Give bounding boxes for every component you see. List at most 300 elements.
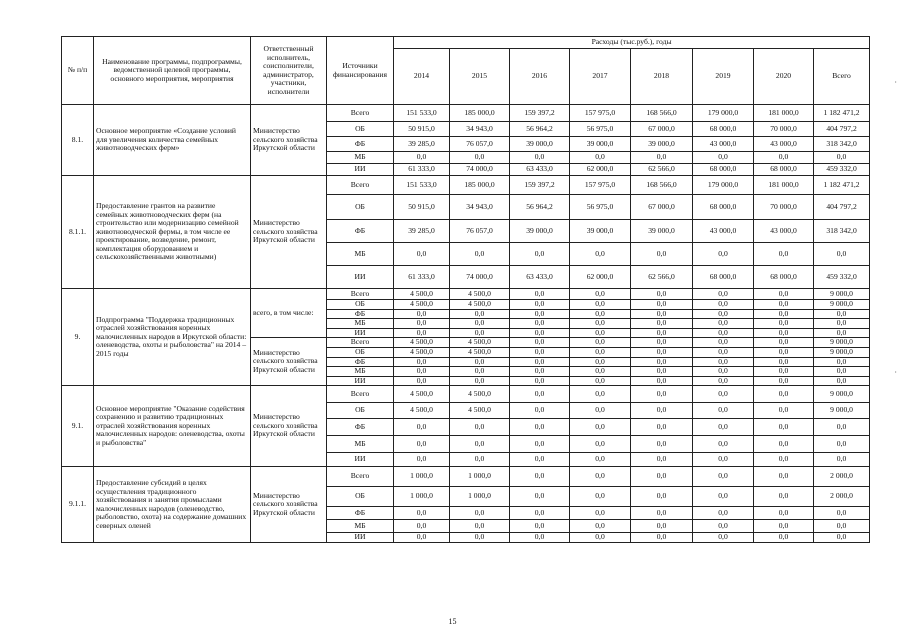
year-value: 0,0 — [693, 243, 754, 266]
funding-source: Всего — [327, 338, 394, 348]
funding-source: ФБ — [327, 220, 394, 243]
header-year: 2014 — [394, 49, 450, 105]
year-value: 0,0 — [754, 328, 814, 338]
header-program-name: Наименование программы, подпрограммы, ведомственной целевой программы, основного мероприятия, мероприятия — [94, 37, 251, 105]
year-value: 68 000,0 — [754, 266, 814, 289]
program-name: Подпрограмма "Поддержка традиционных отраслей хозяйствования коренных малочисленных народов в Иркутской области: оленеводства, охоты и рыболовства" на 2014 – 2015 годы — [94, 289, 251, 386]
funding-source: ФБ — [327, 309, 394, 319]
year-value: 0,0 — [450, 319, 510, 329]
year-value: 0,0 — [754, 319, 814, 329]
funding-source: ОБ — [327, 403, 394, 419]
year-value: 0,0 — [631, 386, 693, 403]
year-value: 0,0 — [510, 300, 570, 310]
year-value: 68 000,0 — [693, 195, 754, 220]
header-total: Всего — [814, 49, 870, 105]
year-value: 4 500,0 — [450, 338, 510, 348]
year-value: 0,0 — [510, 520, 570, 533]
year-value: 0,0 — [754, 403, 814, 419]
year-value: 0,0 — [570, 403, 631, 419]
year-value: 0,0 — [693, 319, 754, 329]
year-value: 0,0 — [631, 152, 693, 164]
year-value: 39 000,0 — [510, 137, 570, 152]
year-value: 74 000,0 — [450, 164, 510, 176]
year-value: 0,0 — [510, 319, 570, 329]
responsible-executor: Министерство сельского хозяйства Иркутской области — [251, 338, 327, 386]
year-value: 61 333,0 — [394, 164, 450, 176]
funding-source: МБ — [327, 520, 394, 533]
year-value: 0,0 — [693, 386, 754, 403]
year-value: 0,0 — [631, 403, 693, 419]
year-value: 68 000,0 — [693, 164, 754, 176]
year-value: 0,0 — [570, 338, 631, 348]
year-value: 0,0 — [693, 338, 754, 348]
year-value: 179 000,0 — [693, 105, 754, 122]
year-value: 0,0 — [570, 152, 631, 164]
year-value: 0,0 — [450, 436, 510, 453]
responsible-executor: Министерство сельского хозяйства Иркутской области — [251, 386, 327, 467]
year-value: 1 000,0 — [450, 467, 510, 487]
total-value: 459 332,0 — [814, 266, 870, 289]
year-value: 0,0 — [693, 152, 754, 164]
funding-source: Всего — [327, 386, 394, 403]
year-value: 0,0 — [693, 467, 754, 487]
year-value: 0,0 — [693, 348, 754, 358]
year-value: 4 500,0 — [394, 403, 450, 419]
year-value: 43 000,0 — [693, 137, 754, 152]
year-value: 0,0 — [631, 357, 693, 367]
funding-source: Всего — [327, 176, 394, 195]
year-value: 39 285,0 — [394, 137, 450, 152]
total-value: 0,0 — [814, 152, 870, 164]
year-value: 39 000,0 — [510, 220, 570, 243]
year-value: 0,0 — [693, 436, 754, 453]
year-value: 0,0 — [631, 436, 693, 453]
year-value: 0,0 — [394, 357, 450, 367]
total-value: 0,0 — [814, 319, 870, 329]
year-value: 0,0 — [510, 467, 570, 487]
year-value: 1 000,0 — [450, 487, 510, 507]
year-value: 0,0 — [631, 289, 693, 300]
year-value: 74 000,0 — [450, 266, 510, 289]
year-value: 1 000,0 — [394, 487, 450, 507]
year-value: 0,0 — [754, 419, 814, 436]
year-value: 0,0 — [693, 289, 754, 300]
year-value: 0,0 — [631, 243, 693, 266]
year-value: 39 000,0 — [570, 220, 631, 243]
year-value: 68 000,0 — [693, 266, 754, 289]
year-value: 0,0 — [693, 403, 754, 419]
table-row — [62, 105, 870, 122]
year-value: 0,0 — [510, 533, 570, 543]
header-year: 2019 — [693, 49, 754, 105]
year-value: 67 000,0 — [631, 122, 693, 137]
year-value: 0,0 — [570, 289, 631, 300]
year-value: 0,0 — [754, 243, 814, 266]
year-value: 0,0 — [450, 357, 510, 367]
header-year: 2017 — [570, 49, 631, 105]
total-value: 459 332,0 — [814, 164, 870, 176]
year-value: 157 975,0 — [570, 105, 631, 122]
funding-source: МБ — [327, 243, 394, 266]
year-value: 63 433,0 — [510, 266, 570, 289]
funding-source: ИИ — [327, 328, 394, 338]
year-value: 0,0 — [693, 376, 754, 386]
responsible-executor: Министерство сельского хозяйства Иркутской области — [251, 467, 327, 543]
year-value: 0,0 — [394, 319, 450, 329]
year-value: 43 000,0 — [754, 220, 814, 243]
funding-source: ФБ — [327, 507, 394, 520]
year-value: 0,0 — [570, 467, 631, 487]
year-value: 0,0 — [394, 419, 450, 436]
year-value: 62 566,0 — [631, 266, 693, 289]
funding-source: ИИ — [327, 453, 394, 467]
budget-table — [61, 36, 870, 543]
year-value: 0,0 — [510, 367, 570, 377]
total-value: 1 182 471,2 — [814, 176, 870, 195]
year-value: 0,0 — [510, 436, 570, 453]
table-row — [62, 467, 870, 487]
year-value: 0,0 — [631, 309, 693, 319]
funding-source: ОБ — [327, 487, 394, 507]
year-value: 0,0 — [631, 376, 693, 386]
year-value: 4 500,0 — [450, 289, 510, 300]
total-value: 0,0 — [814, 309, 870, 319]
funding-source: Всего — [327, 289, 394, 300]
year-value: 0,0 — [510, 386, 570, 403]
program-name: Предоставление субсидий в целях осуществления традиционного хозяйствования и занятия промыслами малочисленных народов (оленеводство, рыболовство, охота) на содержание домашних северных оленей — [94, 467, 251, 543]
responsible-executor: Министерство сельского хозяйства Иркутской области — [251, 105, 327, 176]
program-name: Основное мероприятие «Создание условий для увеличения количества семейных животноводческих ферм» — [94, 105, 251, 176]
funding-source: ФБ — [327, 357, 394, 367]
year-value: 39 285,0 — [394, 220, 450, 243]
year-value: 0,0 — [450, 453, 510, 467]
funding-source: МБ — [327, 436, 394, 453]
table-body — [62, 105, 870, 543]
year-value: 0,0 — [631, 467, 693, 487]
year-value: 0,0 — [510, 487, 570, 507]
year-value: 50 915,0 — [394, 122, 450, 137]
year-value: 0,0 — [631, 487, 693, 507]
year-value: 0,0 — [570, 243, 631, 266]
year-value: 0,0 — [394, 533, 450, 543]
year-value: 0,0 — [631, 300, 693, 310]
header-year: 2016 — [510, 49, 570, 105]
year-value: 0,0 — [754, 453, 814, 467]
year-value: 4 500,0 — [450, 403, 510, 419]
total-value: 9 000,0 — [814, 403, 870, 419]
year-value: 0,0 — [570, 386, 631, 403]
year-value: 0,0 — [754, 338, 814, 348]
responsible-executor: Министерство сельского хозяйства Иркутской области — [251, 176, 327, 289]
year-value: 70 000,0 — [754, 195, 814, 220]
total-value: 9 000,0 — [814, 348, 870, 358]
year-value: 1 000,0 — [394, 467, 450, 487]
year-value: 0,0 — [570, 453, 631, 467]
year-value: 0,0 — [510, 376, 570, 386]
year-value: 0,0 — [754, 357, 814, 367]
total-value: 0,0 — [814, 419, 870, 436]
year-value: 0,0 — [394, 152, 450, 164]
year-value: 56 975,0 — [570, 122, 631, 137]
year-value: 0,0 — [570, 357, 631, 367]
funding-source: ФБ — [327, 137, 394, 152]
year-value: 50 915,0 — [394, 195, 450, 220]
total-value: 0,0 — [814, 243, 870, 266]
total-value: 318 342,0 — [814, 220, 870, 243]
year-value: 0,0 — [754, 300, 814, 310]
year-value: 0,0 — [450, 309, 510, 319]
funding-source: Всего — [327, 467, 394, 487]
year-value: 0,0 — [450, 328, 510, 338]
year-value: 0,0 — [394, 367, 450, 377]
funding-source: ОБ — [327, 195, 394, 220]
total-value: 0,0 — [814, 367, 870, 377]
year-value: 0,0 — [510, 338, 570, 348]
year-value: 179 000,0 — [693, 176, 754, 195]
year-value: 61 333,0 — [394, 266, 450, 289]
header-funding-source: Источники финансирования — [327, 37, 394, 105]
funding-source: ОБ — [327, 348, 394, 358]
year-value: 0,0 — [394, 436, 450, 453]
year-value: 0,0 — [631, 507, 693, 520]
year-value: 0,0 — [394, 376, 450, 386]
total-value: 9 000,0 — [814, 338, 870, 348]
year-value: 0,0 — [450, 152, 510, 164]
year-value: 0,0 — [693, 520, 754, 533]
year-value: 0,0 — [693, 487, 754, 507]
year-value: 0,0 — [754, 367, 814, 377]
row-number: 8.1.1. — [62, 176, 94, 289]
year-value: 0,0 — [450, 376, 510, 386]
year-value: 0,0 — [394, 507, 450, 520]
page-number: 15 — [448, 617, 457, 626]
year-value: 56 975,0 — [570, 195, 631, 220]
header-number: № п/п — [62, 37, 94, 105]
year-value: 4 500,0 — [450, 386, 510, 403]
year-value: 0,0 — [570, 300, 631, 310]
year-value: 76 057,0 — [450, 137, 510, 152]
row-number: 9.1.1. — [62, 467, 94, 543]
year-value: 0,0 — [754, 507, 814, 520]
margin-mark: · — [894, 78, 897, 87]
year-value: 0,0 — [631, 419, 693, 436]
year-value: 0,0 — [450, 533, 510, 543]
year-value: 0,0 — [693, 309, 754, 319]
year-value: 0,0 — [510, 507, 570, 520]
year-value: 34 943,0 — [450, 195, 510, 220]
year-value: 0,0 — [510, 419, 570, 436]
year-value: 0,0 — [754, 436, 814, 453]
total-value: 0,0 — [814, 533, 870, 543]
year-value: 0,0 — [570, 319, 631, 329]
year-value: 168 566,0 — [631, 105, 693, 122]
year-value: 0,0 — [631, 367, 693, 377]
total-value: 9 000,0 — [814, 386, 870, 403]
year-value: 181 000,0 — [754, 176, 814, 195]
year-value: 0,0 — [693, 533, 754, 543]
year-value: 0,0 — [510, 289, 570, 300]
total-value: 9 000,0 — [814, 300, 870, 310]
year-value: 62 000,0 — [570, 164, 631, 176]
year-value: 4 500,0 — [394, 300, 450, 310]
year-value: 0,0 — [693, 507, 754, 520]
year-value: 0,0 — [510, 357, 570, 367]
year-value: 4 500,0 — [394, 289, 450, 300]
total-value: 404 797,2 — [814, 122, 870, 137]
year-value: 0,0 — [570, 348, 631, 358]
year-value: 67 000,0 — [631, 195, 693, 220]
year-value: 0,0 — [754, 309, 814, 319]
header-year: 2015 — [450, 49, 510, 105]
year-value: 76 057,0 — [450, 220, 510, 243]
funding-source: ИИ — [327, 533, 394, 543]
funding-source: МБ — [327, 152, 394, 164]
table-header — [62, 37, 870, 105]
year-value: 68 000,0 — [693, 122, 754, 137]
funding-source: ИИ — [327, 376, 394, 386]
year-value: 0,0 — [394, 243, 450, 266]
total-value: 0,0 — [814, 436, 870, 453]
year-value: 0,0 — [450, 507, 510, 520]
year-value: 0,0 — [754, 467, 814, 487]
header-year: 2020 — [754, 49, 814, 105]
row-number: 8.1. — [62, 105, 94, 176]
funding-source: ИИ — [327, 266, 394, 289]
program-name: Предоставление грантов на развитие семейных животноводческих ферм (на строительство или модернизацию семейной животноводческой фермы, в том числе ее проектирование, возведение, ремонт, комплектация оборудованием и сельскохозяйственными животными) — [94, 176, 251, 289]
total-value: 9 000,0 — [814, 289, 870, 300]
year-value: 151 533,0 — [394, 176, 450, 195]
year-value: 159 397,2 — [510, 105, 570, 122]
year-value: 0,0 — [570, 309, 631, 319]
year-value: 168 566,0 — [631, 176, 693, 195]
year-value: 0,0 — [754, 386, 814, 403]
year-value: 0,0 — [570, 376, 631, 386]
year-value: 0,0 — [754, 533, 814, 543]
year-value: 0,0 — [631, 520, 693, 533]
year-value: 62 000,0 — [570, 266, 631, 289]
year-value: 181 000,0 — [754, 105, 814, 122]
year-value: 0,0 — [570, 487, 631, 507]
year-value: 39 000,0 — [631, 137, 693, 152]
row-number: 9.1. — [62, 386, 94, 467]
year-value: 39 000,0 — [570, 137, 631, 152]
year-value: 0,0 — [631, 338, 693, 348]
year-value: 0,0 — [510, 348, 570, 358]
year-value: 0,0 — [631, 328, 693, 338]
year-value: 63 433,0 — [510, 164, 570, 176]
year-value: 151 533,0 — [394, 105, 450, 122]
year-value: 0,0 — [570, 436, 631, 453]
funding-source: ИИ — [327, 164, 394, 176]
responsible-executor: всего, в том числе: — [251, 289, 327, 338]
header-year: 2018 — [631, 49, 693, 105]
year-value: 0,0 — [693, 367, 754, 377]
year-value: 0,0 — [754, 487, 814, 507]
year-value: 0,0 — [394, 453, 450, 467]
year-value: 0,0 — [570, 419, 631, 436]
year-value: 0,0 — [570, 328, 631, 338]
total-value: 0,0 — [814, 520, 870, 533]
year-value: 0,0 — [693, 357, 754, 367]
year-value: 56 964,2 — [510, 122, 570, 137]
year-value: 0,0 — [510, 328, 570, 338]
year-value: 0,0 — [450, 367, 510, 377]
year-value: 159 397,2 — [510, 176, 570, 195]
year-value: 0,0 — [394, 309, 450, 319]
year-value: 0,0 — [631, 453, 693, 467]
year-value: 0,0 — [394, 328, 450, 338]
year-value: 0,0 — [754, 376, 814, 386]
year-value: 0,0 — [570, 367, 631, 377]
year-value: 0,0 — [570, 533, 631, 543]
funding-source: МБ — [327, 367, 394, 377]
year-value: 43 000,0 — [754, 137, 814, 152]
header-responsible: Ответственный исполнитель, соисполнители, администратор, участники, исполнители — [251, 37, 327, 105]
year-value: 0,0 — [450, 520, 510, 533]
total-value: 0,0 — [814, 357, 870, 367]
total-value: 0,0 — [814, 507, 870, 520]
year-value: 0,0 — [510, 453, 570, 467]
year-value: 0,0 — [754, 289, 814, 300]
funding-source: МБ — [327, 319, 394, 329]
year-value: 0,0 — [570, 520, 631, 533]
total-value: 0,0 — [814, 328, 870, 338]
year-value: 0,0 — [754, 520, 814, 533]
year-value: 0,0 — [510, 309, 570, 319]
year-value: 56 964,2 — [510, 195, 570, 220]
year-value: 0,0 — [450, 419, 510, 436]
document-page — [61, 36, 869, 543]
year-value: 0,0 — [510, 243, 570, 266]
year-value: 0,0 — [693, 453, 754, 467]
funding-source: ОБ — [327, 300, 394, 310]
year-value: 4 500,0 — [394, 386, 450, 403]
year-value: 62 566,0 — [631, 164, 693, 176]
total-value: 0,0 — [814, 376, 870, 386]
year-value: 0,0 — [394, 520, 450, 533]
total-value: 318 342,0 — [814, 137, 870, 152]
year-value: 34 943,0 — [450, 122, 510, 137]
total-value: 2 000,0 — [814, 487, 870, 507]
year-value: 185 000,0 — [450, 105, 510, 122]
year-value: 0,0 — [693, 328, 754, 338]
table-row — [62, 386, 870, 403]
year-value: 0,0 — [693, 300, 754, 310]
year-value: 0,0 — [631, 319, 693, 329]
year-value: 185 000,0 — [450, 176, 510, 195]
year-value: 4 500,0 — [394, 348, 450, 358]
year-value: 0,0 — [631, 348, 693, 358]
header-expenses: Расходы (тыс.руб.), годы — [394, 37, 870, 49]
year-value: 0,0 — [510, 403, 570, 419]
total-value: 1 182 471,2 — [814, 105, 870, 122]
year-value: 4 500,0 — [450, 300, 510, 310]
year-value: 0,0 — [693, 419, 754, 436]
year-value: 4 500,0 — [394, 338, 450, 348]
year-value: 39 000,0 — [631, 220, 693, 243]
total-value: 404 797,2 — [814, 195, 870, 220]
table-row — [62, 289, 870, 300]
year-value: 0,0 — [631, 533, 693, 543]
year-value: 0,0 — [510, 152, 570, 164]
year-value: 0,0 — [570, 507, 631, 520]
total-value: 0,0 — [814, 453, 870, 467]
row-number: 9. — [62, 289, 94, 386]
year-value: 0,0 — [450, 243, 510, 266]
year-value: 68 000,0 — [754, 164, 814, 176]
year-value: 43 000,0 — [693, 220, 754, 243]
year-value: 4 500,0 — [450, 348, 510, 358]
